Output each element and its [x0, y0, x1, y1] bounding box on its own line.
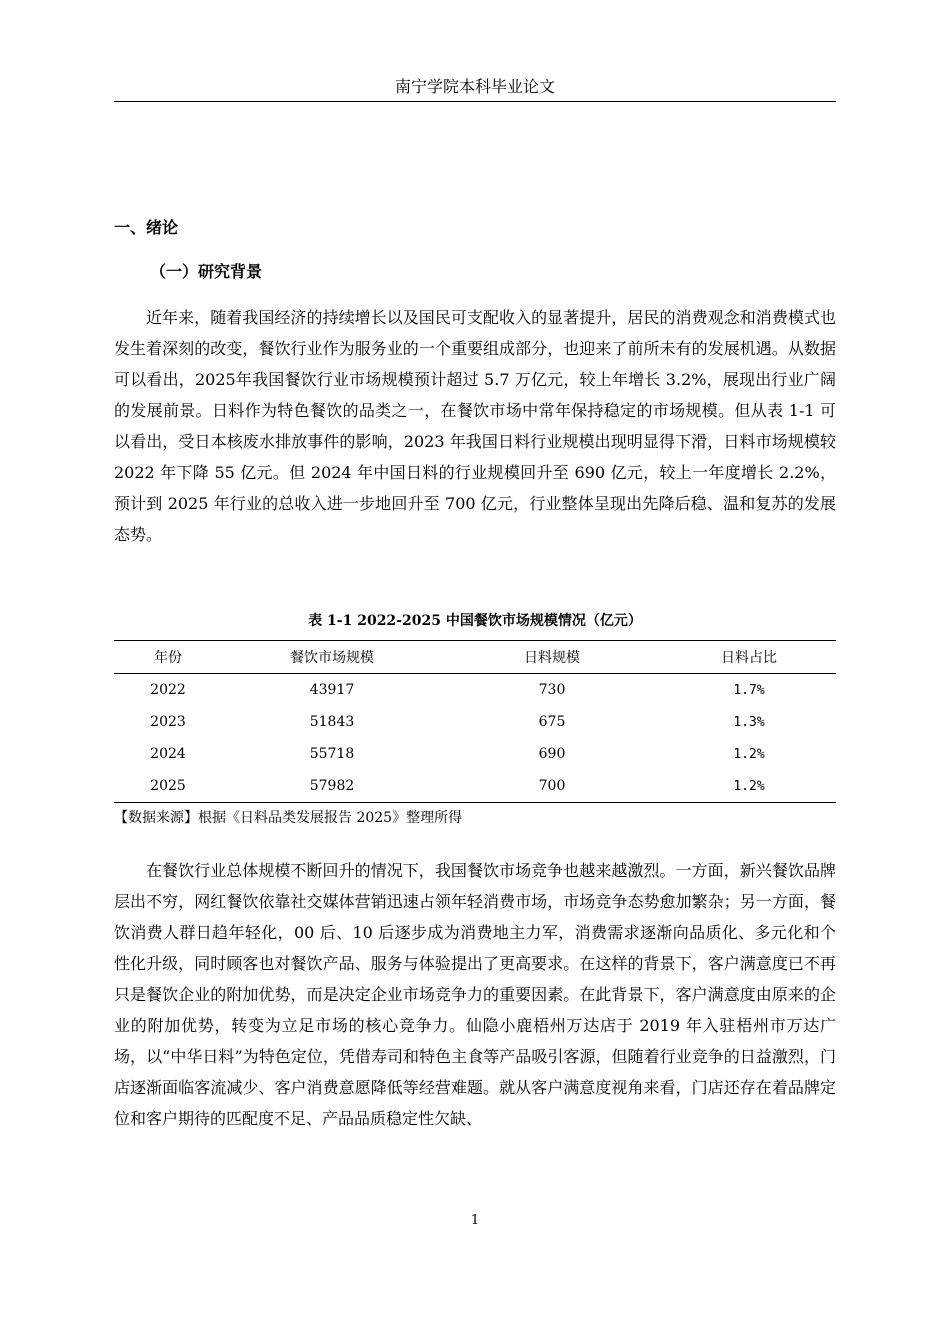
- section-heading: 一、绪论: [114, 218, 179, 237]
- table-cell-share: 1.2%: [733, 746, 765, 762]
- market-size-table: [114, 640, 836, 803]
- table-caption: 表 1-1 2022-2025 中国餐饮市场规模情况（亿元）: [308, 613, 642, 629]
- header-divider: [114, 101, 836, 102]
- table-cell-catering-market: 55718: [309, 746, 355, 762]
- table-row: [114, 738, 836, 770]
- table-row: [114, 706, 836, 738]
- table-row: [114, 674, 836, 707]
- page-number: 1: [470, 1213, 480, 1228]
- table-cell-share: 1.2%: [733, 778, 765, 794]
- table-row: [114, 770, 836, 803]
- table-cell-year: 2024: [150, 746, 186, 762]
- table-cell-japanese-cuisine: 700: [538, 778, 566, 794]
- table-cell-japanese-cuisine: 690: [538, 746, 566, 762]
- table-cell-year: 2025: [150, 778, 186, 794]
- table-cell-share: 1.7%: [733, 682, 765, 698]
- table-cell-year: 2022: [150, 682, 186, 698]
- column-header-year: 年份: [154, 650, 182, 666]
- table-cell-catering-market: 57982: [309, 778, 355, 794]
- table-cell-japanese-cuisine: 730: [538, 682, 566, 698]
- column-header-catering-market: 餐饮市场规模: [290, 650, 374, 666]
- column-header-share: 日料占比: [721, 650, 777, 666]
- table-cell-share: 1.3%: [733, 714, 765, 730]
- table-header-row: [114, 641, 836, 674]
- body-paragraph-1: 近年来，随着我国经济的持续增长以及国民可支配收入的显著提升，居民的消费观念和消费模式也发生着深刻的改变，餐饮行业作为服务业的一个重要组成部分，也迎来了前所未有的发展机遇。从数据可以看出，2025年我国餐饮行业市场规模预计超过 5.7 万亿元，较上年增长 3.2%，展现出行业广阔的发展前景。日料作为特色餐饮的品类之一，在餐饮市场中常年保持稳定的市场规模。但从表 1-1 可以看出，受日本核废水排放事件的影响，2023 年我国日料行业规模出现明显得下滑，日料市场规模较 2022 年下降 55 亿元。但 2024 年中国日料的行业规模回升至 690 亿元，较上一年度增长 2.2%，预计到 2025 年行业的总收入进一步地回升至 700 亿元，行业整体呈现出先降后稳、温和复苏的发展态势。: [114, 308, 836, 544]
- table-cell-catering-market: 51843: [309, 714, 355, 730]
- table-cell-japanese-cuisine: 675: [538, 714, 566, 730]
- body-paragraph-2: 在餐饮行业总体规模不断回升的情况下，我国餐饮市场竞争也越来越激烈。一方面，新兴餐饮品牌层出不穷，网红餐饮依靠社交媒体营销迅速占领年轻消费市场，市场竞争态势愈加繁杂；另一方面，餐饮消费人群日趋年轻化，00 后、10 后逐步成为消费地主力军，消费需求逐渐向品质化、多元化和个性化升级，同时顾客也对餐饮产品、服务与体验提出了更高要求。在这样的背景下，客户满意度已不再只是餐饮企业的附加优势，而是决定企业市场竞争力的重要因素。在此背景下，客户满意度由原来的企业的附加优势，转变为立足市场的核心竞争力。仙隐小鹿梧州万达店于 2019 年入驻梧州市万达广场，以“中华日料”为特色定位，凭借寿司和特色主食等产品吸引客源，但随着行业竞争的日益激烈，门店逐渐面临客流减少、客户消费意愿降低等经营难题。就从客户满意度视角来看，门店还存在着品牌定位和客户期待的匹配度不足、产品品质稳定性欠缺、: [114, 861, 836, 1128]
- table-source-note: 【数据来源】根据《日料品类发展报告 2025》整理所得: [114, 810, 463, 826]
- running-header-title: 南宁学院本科毕业论文: [394, 77, 555, 96]
- table-cell-year: 2023: [150, 714, 186, 730]
- subsection-heading: （一）研究背景: [150, 262, 263, 281]
- table-cell-catering-market: 43917: [309, 682, 355, 698]
- column-header-japanese-cuisine: 日料规模: [524, 650, 580, 666]
